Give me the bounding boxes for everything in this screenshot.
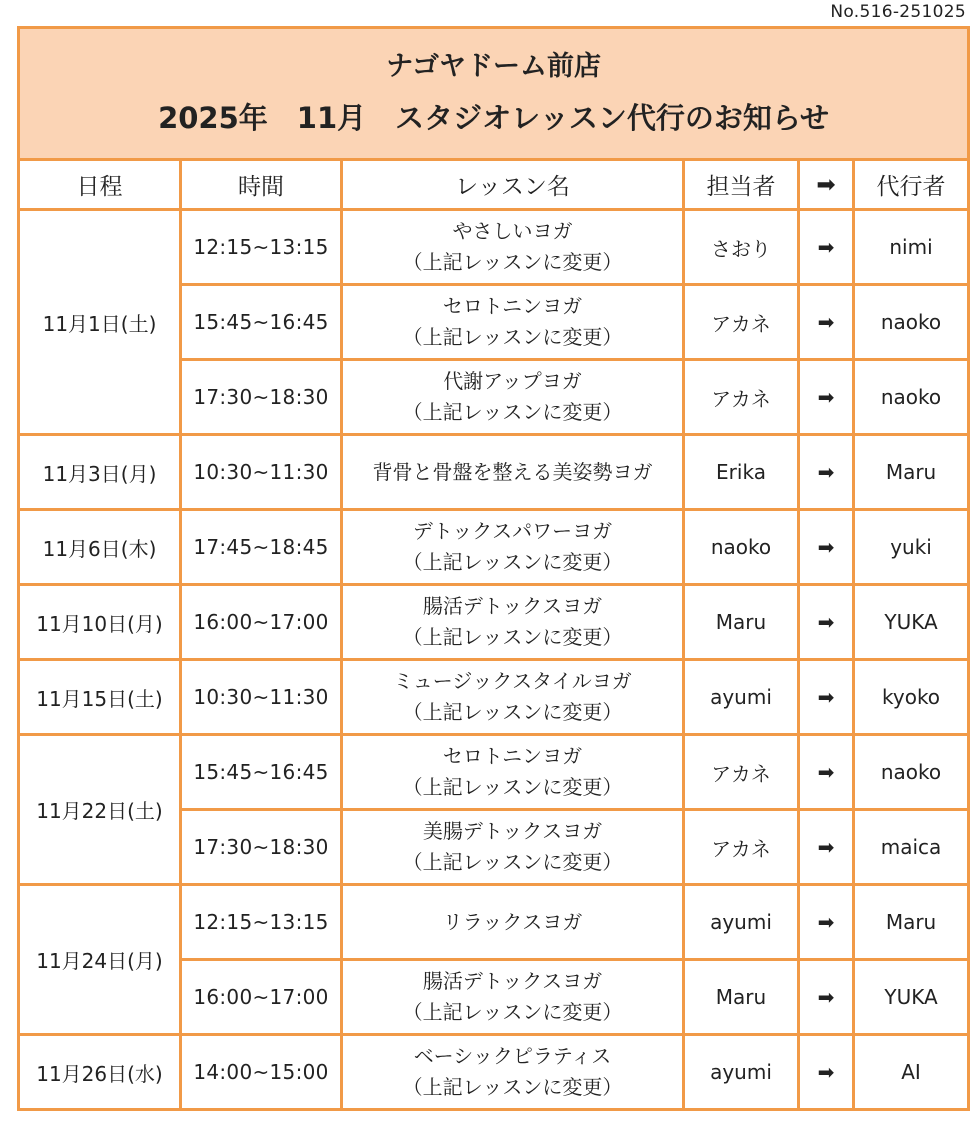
lesson-cell xyxy=(342,510,684,585)
table-row xyxy=(19,1035,969,1110)
arrow-icon: ➡ xyxy=(799,435,854,510)
arrow-icon: ➡ xyxy=(799,160,854,210)
arrow-icon: ➡ xyxy=(799,1035,854,1110)
lesson-cell xyxy=(342,585,684,660)
title-cell xyxy=(19,28,969,160)
lesson-name: ミュージックスタイルヨガ xyxy=(393,669,632,693)
instructor-cell: Erika xyxy=(684,435,799,510)
substitute-cell: yuki xyxy=(854,510,969,585)
substitute-cell: kyoko xyxy=(854,660,969,735)
table-row xyxy=(19,585,969,660)
table-row xyxy=(19,510,969,585)
lesson-cell xyxy=(342,210,684,285)
lesson-note: （上記レッスンに変更） xyxy=(402,250,623,274)
substitute-cell: Maru xyxy=(854,885,969,960)
lesson-note: （上記レッスンに変更） xyxy=(402,550,623,574)
lesson-name: ベーシックピラティス xyxy=(413,1044,612,1068)
lesson-note: （上記レッスンに変更） xyxy=(402,700,623,724)
table-row xyxy=(19,210,969,285)
lesson-name: 背骨と骨盤を整える美姿勢ヨガ xyxy=(372,459,653,484)
header-lesson: レッスン名 xyxy=(342,160,684,210)
lesson-note: （上記レッスンに変更） xyxy=(402,325,623,349)
arrow-icon: ➡ xyxy=(799,585,854,660)
time-cell: 15:45~16:45 xyxy=(181,735,342,810)
substitute-cell: nimi xyxy=(854,210,969,285)
date-cell: 11月10日(月) xyxy=(19,585,181,660)
lesson-cell xyxy=(342,1035,684,1110)
time-cell: 17:30~18:30 xyxy=(181,810,342,885)
header-date: 日程 xyxy=(19,160,181,210)
arrow-icon: ➡ xyxy=(799,735,854,810)
instructor-cell: アカネ xyxy=(684,360,799,435)
lesson-cell xyxy=(342,360,684,435)
time-cell: 12:15~13:15 xyxy=(181,885,342,960)
substitute-cell: naoko xyxy=(854,360,969,435)
time-cell: 12:15~13:15 xyxy=(181,210,342,285)
column-header-row xyxy=(19,160,969,210)
lesson-name: 腸活デトックスヨガ xyxy=(422,594,603,618)
title-banner xyxy=(19,28,969,160)
notice-title: 2025年 11月 スタジオレッスン代行のお知らせ xyxy=(158,101,829,136)
store-title: ナゴヤドーム前店 xyxy=(386,50,601,82)
lesson-name: リラックスヨガ xyxy=(442,909,583,934)
date-cell: 11月22日(土) xyxy=(19,735,181,885)
arrow-icon: ➡ xyxy=(799,285,854,360)
substitute-cell: YUKA xyxy=(854,960,969,1035)
arrow-icon: ➡ xyxy=(799,360,854,435)
lesson-cell xyxy=(342,660,684,735)
lesson-name: デトックスパワーヨガ xyxy=(412,519,613,543)
time-cell: 16:00~17:00 xyxy=(181,960,342,1035)
time-cell: 10:30~11:30 xyxy=(181,660,342,735)
lesson-cell xyxy=(342,285,684,360)
substitute-cell: AI xyxy=(854,1035,969,1110)
lesson-name: 腸活デトックスヨガ xyxy=(422,969,603,993)
arrow-icon: ➡ xyxy=(799,810,854,885)
date-cell: 11月15日(土) xyxy=(19,660,181,735)
substitute-cell: naoko xyxy=(854,735,969,810)
lesson-cell xyxy=(342,735,684,810)
substitute-cell: maica xyxy=(854,810,969,885)
substitute-schedule-table xyxy=(17,26,970,1111)
table-row xyxy=(19,885,969,960)
arrow-icon: ➡ xyxy=(799,660,854,735)
instructor-cell: アカネ xyxy=(684,810,799,885)
instructor-cell: ayumi xyxy=(684,660,799,735)
instructor-cell: Maru xyxy=(684,960,799,1035)
instructor-cell: Maru xyxy=(684,585,799,660)
arrow-icon: ➡ xyxy=(799,960,854,1035)
date-cell: 11月6日(木) xyxy=(19,510,181,585)
lesson-name: 代謝アップヨガ xyxy=(443,369,582,393)
instructor-cell: naoko xyxy=(684,510,799,585)
instructor-cell: ayumi xyxy=(684,885,799,960)
table-row xyxy=(19,435,969,510)
lesson-cell xyxy=(342,810,684,885)
lesson-note: （上記レッスンに変更） xyxy=(402,1075,623,1099)
date-cell: 11月3日(月) xyxy=(19,435,181,510)
date-cell: 11月24日(月) xyxy=(19,885,181,1035)
lesson-cell xyxy=(342,960,684,1035)
lesson-note: （上記レッスンに変更） xyxy=(402,775,623,799)
document-number: No.516-251025 xyxy=(830,2,966,22)
time-cell: 17:30~18:30 xyxy=(181,360,342,435)
substitute-cell: naoko xyxy=(854,285,969,360)
time-cell: 10:30~11:30 xyxy=(181,435,342,510)
instructor-cell: さおり xyxy=(684,210,799,285)
time-cell: 14:00~15:00 xyxy=(181,1035,342,1110)
instructor-cell: アカネ xyxy=(684,735,799,810)
time-cell: 16:00~17:00 xyxy=(181,585,342,660)
arrow-icon: ➡ xyxy=(799,210,854,285)
lesson-cell xyxy=(342,885,684,960)
arrow-icon: ➡ xyxy=(799,885,854,960)
instructor-cell: ayumi xyxy=(684,1035,799,1110)
time-cell: 17:45~18:45 xyxy=(181,510,342,585)
time-cell: 15:45~16:45 xyxy=(181,285,342,360)
substitute-cell: YUKA xyxy=(854,585,969,660)
arrow-icon: ➡ xyxy=(799,510,854,585)
lesson-note: （上記レッスンに変更） xyxy=(402,625,623,649)
lesson-name: 美腸デトックスヨガ xyxy=(422,819,603,843)
date-cell: 11月26日(水) xyxy=(19,1035,181,1110)
header-instructor: 担当者 xyxy=(684,160,799,210)
table-row xyxy=(19,660,969,735)
instructor-cell: アカネ xyxy=(684,285,799,360)
lesson-note: （上記レッスンに変更） xyxy=(402,1000,623,1024)
date-cell: 11月1日(土) xyxy=(19,210,181,435)
lesson-cell xyxy=(342,435,684,510)
header-substitute: 代行者 xyxy=(854,160,969,210)
lesson-note: （上記レッスンに変更） xyxy=(402,850,623,874)
lesson-name: セロトニンヨガ xyxy=(442,744,583,768)
substitute-cell: Maru xyxy=(854,435,969,510)
lesson-note: （上記レッスンに変更） xyxy=(402,400,623,424)
lesson-name: セロトニンヨガ xyxy=(442,294,583,318)
header-time: 時間 xyxy=(181,160,342,210)
table-row xyxy=(19,735,969,810)
lesson-name: やさしいヨガ xyxy=(452,219,573,243)
